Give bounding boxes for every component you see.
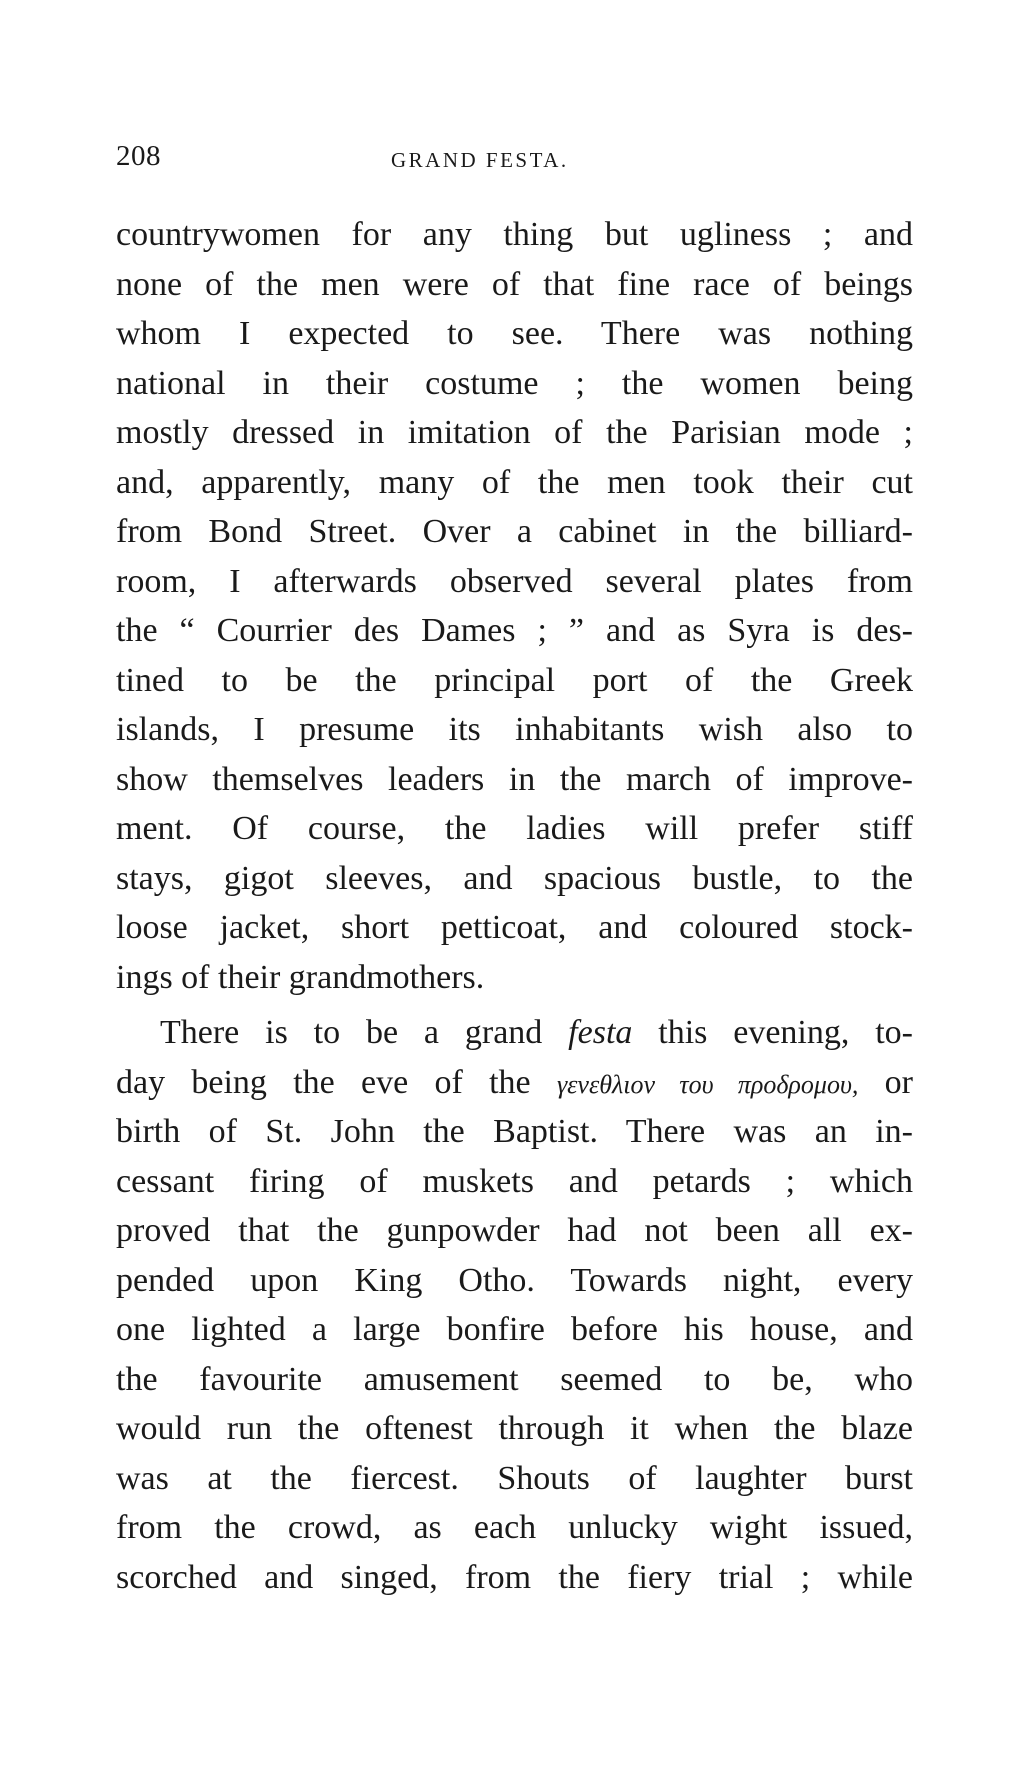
text-line xyxy=(116,1058,913,1108)
text-line: none of the men were of that fine race of beings xyxy=(116,265,913,303)
text-line: show themselves leaders in the march of improve- xyxy=(116,760,913,798)
text-line: one lighted a large bonfire before his house, and xyxy=(116,1311,913,1348)
text-line xyxy=(116,1008,913,1058)
text-line: scorched and singed, from the fiery trial ; while xyxy=(116,1558,913,1596)
paragraph-1 xyxy=(116,210,913,1002)
running-head xyxy=(116,140,916,180)
text-run: There is to be a grand xyxy=(160,1014,569,1051)
text-line: from the crowd, as each unlucky wight issued, xyxy=(116,1509,913,1546)
text-line: would run the oftenest through it when the blaze xyxy=(116,1410,913,1447)
body-text xyxy=(116,210,913,1602)
text-run: this evening, to- xyxy=(632,1014,913,1051)
text-line: and, apparently, many of the men took their cut xyxy=(116,463,913,501)
text-line: was at the fiercest. Shouts of laughter burst xyxy=(116,1459,913,1497)
text-line: the “ Courrier des Dames ; ” and as Syra is des- xyxy=(116,612,913,649)
text-line: mostly dressed in imitation of the Parisian mode ; xyxy=(116,414,913,451)
italic-word: festa xyxy=(568,1014,633,1051)
text-line: birth of St. John the Baptist. There was an in- xyxy=(116,1113,913,1150)
text-line: from Bond Street. Over a cabinet in the billiard- xyxy=(116,513,913,550)
text-line: pended upon King Otho. Towards night, every xyxy=(116,1261,913,1299)
text-line: ment. Of course, the ladies will prefer stiff xyxy=(116,810,913,847)
text-line: tined to be the principal port of the Greek xyxy=(116,661,913,699)
text-line: the favourite amusement seemed to be, who xyxy=(116,1360,913,1398)
running-title: GRAND FESTA. xyxy=(391,148,569,172)
text-line: islands, I presume its inhabitants wish also to xyxy=(116,711,913,748)
text-run: or xyxy=(858,1063,913,1101)
text-line: cessant firing of muskets and petards ; which xyxy=(116,1162,913,1200)
text-run: day being the eve of the xyxy=(116,1063,557,1101)
text-line: loose jacket, short petticoat, and coloured stock- xyxy=(116,909,913,946)
text-line: national in their costume ; the women being xyxy=(116,364,913,402)
text-line: room, I afterwards observed several plates from xyxy=(116,562,913,600)
text-line: countrywomen for any thing but ugliness ; and xyxy=(116,216,913,253)
page-number: 208 xyxy=(116,140,161,172)
text-line: stays, gigot sleeves, and spacious bustle, to the xyxy=(116,859,913,897)
text-line: whom I expected to see. There was nothing xyxy=(116,315,913,352)
paragraph-2 xyxy=(116,1008,913,1602)
text-line: proved that the gunpowder had not been all ex- xyxy=(116,1212,913,1249)
greek-phrase: γενεθλιον του προδρομου, xyxy=(556,1069,859,1099)
text-line: ings of their grandmothers. xyxy=(116,958,485,996)
